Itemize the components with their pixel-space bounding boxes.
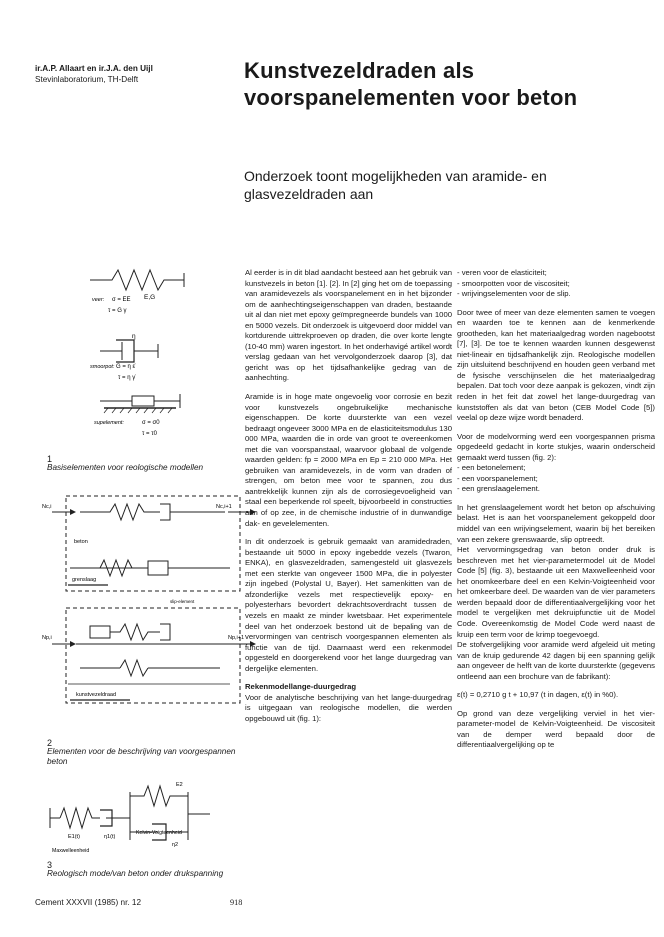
- paragraph: Aramide is in hoge mate ongevoelig voor corrosie en bezit voor kunstvezels ongebruikelijke mechanische eigenschappen. De korte duursterkte van een vezel bedraagt ongeveer 3000 MPa en de elasticiteitsmodulus 130 000 MPa, waarden die in orde van groot te overeenkomen met die van voorspanstaal, waarvoor globaal de volgende waarden gelden: fp = 2000 MPa en Ep = 210 000 MPa. Het gebruiken van aramidevezels, in de vorm van draden of strengen, om beton mee voor te spannen, zou dus aantrekkelijk kunnen zijn als de corrosiegevoeligheid van staal een beperkende rol speelt, bijvoorbeeld in constructies aan of op zee, in de chemische industrie of in dunwandige dak- en gevelelementen.: [245, 392, 452, 528]
- section-heading: Rekenmodellange-duurgedrag: [245, 682, 357, 692]
- figure-3-caption: Reologisch mode/van beton onder drukspanning: [47, 869, 224, 878]
- paragraph: Door twee of meer van deze elementen samen te voegen en waarden toe te kennen aan de kenmerkende grootheden, kan het materiaalgedrag worden nagebootst [7], [3]. De toe te kennen waarden kunnen desgewenst niet-lineair en tijdsafhankelijk zijn. Reologische modellen zijn uitsluitend beschrijvend en houden geen verband met de fysische verschijnselen die het materiaalgedrag bepalen. Dat toch voor deze aanpak is gekozen, vindt zijn reden in het feit dat zowel het lange-duurgedrag van kunststoffen als dat van beton (CEB Model Code [5]) veelal op deze wijze wordt benaderd.: [457, 307, 655, 423]
- friction-block: [132, 396, 154, 406]
- kelvin-spring: [130, 786, 188, 806]
- paragraph: De stofvergelijking voor aramide werd afgeleid uit meting van de kruip gedurende 42 dagen bij een spanning gelijk aan ongeveer de helft van de korte duursterkte (gegevens ontleend aan een brochure van de fabrikant):: [457, 640, 655, 681]
- text-column-right: [457, 268, 655, 759]
- smoorpot-tag: η: [132, 333, 136, 340]
- nc-right-label: Nc,i+1: [216, 504, 232, 510]
- article-title: Kunstvezeldraden als voorspanelementen voor beton: [244, 58, 578, 110]
- authors: ir.A.P. Allaart en ir.J.A. den Uijl: [35, 64, 153, 73]
- author-block: [35, 64, 153, 85]
- supelement-formula: σ = σ0: [142, 420, 160, 426]
- figure-2-diagram: [40, 478, 265, 733]
- figure-3-number: 3: [47, 860, 53, 870]
- creep-formula: ε(t) = 0,2710 g t + 10,97 (t in dagen, ε(t) in %0).: [457, 690, 619, 700]
- supelement-label: supelement:: [94, 420, 124, 426]
- veer-tag: E,G: [144, 294, 156, 301]
- beton-label: beton: [74, 539, 88, 545]
- list-item: - smoorpotten voor de viscositeit;: [457, 279, 655, 290]
- np-right-label: Np,i+1: [228, 635, 245, 641]
- journal-reference: Cement XXXVII (1985) nr. 12: [35, 898, 142, 907]
- figure-2-number: 2: [47, 738, 53, 748]
- maxwell-spring: [60, 808, 100, 828]
- grenslaag-label: grenslaag: [72, 577, 97, 583]
- model-list: [457, 463, 655, 495]
- list-item: - veren voor de elasticiteit;: [457, 268, 655, 279]
- paragraph: Voor de analytische beschrijving van het lange-duurgedrag is uitgegaan van reologische modellen, die werden opgebouwd uit (fig. 1):: [245, 692, 452, 723]
- paragraph: Voor de modelvorming werd een voorgespannen prisma opgedeeld gedacht in korte stukjes, waarin onderscheid gemaakt werd tussen (fig. 2):: [457, 431, 655, 462]
- kunstvezeldraad-label: kunstvezeldraad: [76, 692, 117, 698]
- veer-formula-2: τ = G γ: [108, 308, 127, 314]
- voorspan-element: [66, 608, 240, 703]
- e1-label: E1(t): [68, 834, 80, 840]
- np-left-label: Np,i: [42, 635, 52, 641]
- paragraph: In het grenslaagelement wordt het beton op afschuiving belast. Het is aan het voorspanelement gekoppeld door middel van een wrijvingselement, waarin bij het bereiken van een zekere grenswaarde, slip optreedt.: [457, 502, 655, 544]
- list-item: - een grenslaagelement.: [457, 484, 655, 495]
- slip-element-label: slip-element: [170, 599, 195, 604]
- maxwell-label: Maxwelleenheid: [52, 848, 90, 854]
- article-subtitle: Onderzoek toont mogelijkheden van aramide- en glasvezeldraden aan: [244, 168, 547, 202]
- supelement-formula-2: τ = τ0: [142, 431, 157, 437]
- veer-label: veer:: [92, 297, 105, 303]
- veer-formula: σ = EE: [112, 297, 131, 303]
- affiliation: Stevinlaboratorium, TH-Delft: [35, 74, 139, 84]
- kelvin-label: Kelvin-Voigteenheid: [136, 830, 182, 836]
- text-column-middle: [245, 268, 452, 732]
- paragraph: In dit onderzoek is gebruik gemaakt van aramidedraden, bestaande uit 5000 in epoxy ingebedde vezels (Twaron, ENKA), en glasvezeldraden, samengesteld uit glasvezels met een sterkte van ongeveer 1500 MPa, die in polyester zijn ingebed (Polystal U, Bayer). Het samenkitten van de afzonderlijke vezels met respectievelijk epoxy- en polyesterhars bevordert dekrachtsoverdracht tussen de vezels en maakt ze minder kwetsbaar. Het experimentele deel van het onderzoek bestond uit de bepaling van de vervormingen van centrisch voorgespannen elementen als functie van de tijd. Daarnaast werd een rekenmodel opgesteld en doorgerekend voor het lange duurgedrag van dergelijke elementen.: [245, 537, 452, 673]
- paragraph: Op grond van deze vergelijking verviel in het vier-parameter-model de Kelvin-Voigteenheid. De viscositeit van de demper werd bepaald door de differentiaalvergelijking op te: [457, 708, 655, 750]
- figure-1-number: 1: [47, 454, 53, 464]
- e2-label: E2: [176, 782, 183, 788]
- smoorpot-label: smoorpot:: [90, 364, 115, 370]
- list-item: - een betonelement;: [457, 463, 655, 474]
- paragraph: Het vervormingsgedrag van beton onder druk is beschreven met het vier-parametermodel uit de Model Code [5] (fig. 3), bestaande uit een Maxwelleenheid voor het onomkeerbare deel en een Kelvin-Voigteenheid voor het omkeerbare deel. De waarden van de vier parameters werden bepaald door de differentiaalvergelijking voor het model te vergelijken met dekruipfunctie uit de Model Code. Overeenkomstig de Model Code werd naast de kruip een term voor de krimp toegevoegd.: [457, 545, 655, 639]
- smoorpot-formula-2: τ = η γ̇: [118, 375, 136, 381]
- nc-left-label: Nc,i: [42, 504, 52, 510]
- spring-symbol: [90, 270, 184, 290]
- element-list: [457, 268, 655, 300]
- eta2-label: η2: [172, 842, 179, 848]
- smoorpot-formula: G = η ε̇: [116, 364, 136, 370]
- list-item: - wrijvingselementen voor de slip.: [457, 289, 655, 300]
- paragraph: Al eerder is in dit blad aandacht besteed aan het gebruik van kunstvezels in beton [1]. [2]. In [2] ging het om de toepassing van aramidevezels als voorspanelement en in het bijzonder om de aanhechtingseigenschappen van draden, bestaande uit al dan niet met epoxy geïmpregneerde bundels van 1000 en 5000 vezels. Dit onderzoek is uitgevoerd door middel van kortdurende uittrekproeven op draden, die over korte lengte (10-40 mm) waren ingestort. In het onderhavigé artikel wordt verslag gedaan van het vervolgonderzoek daarop [3], dat gericht was op het tijdsafhankelijke gedrag van de aanhechting.: [245, 268, 452, 383]
- eta1-label: η1(t): [104, 834, 116, 840]
- figure-1-diagram: [60, 268, 240, 448]
- figure-2-caption: Elementen voor de beschrijving van voorgespannen beton: [47, 747, 236, 766]
- figure-1-caption: Basiselementen voor reologische modellen: [47, 463, 204, 472]
- figure-3-diagram: [40, 768, 230, 854]
- list-item: - een voorspanelement;: [457, 474, 655, 485]
- page-number: 918: [230, 898, 243, 907]
